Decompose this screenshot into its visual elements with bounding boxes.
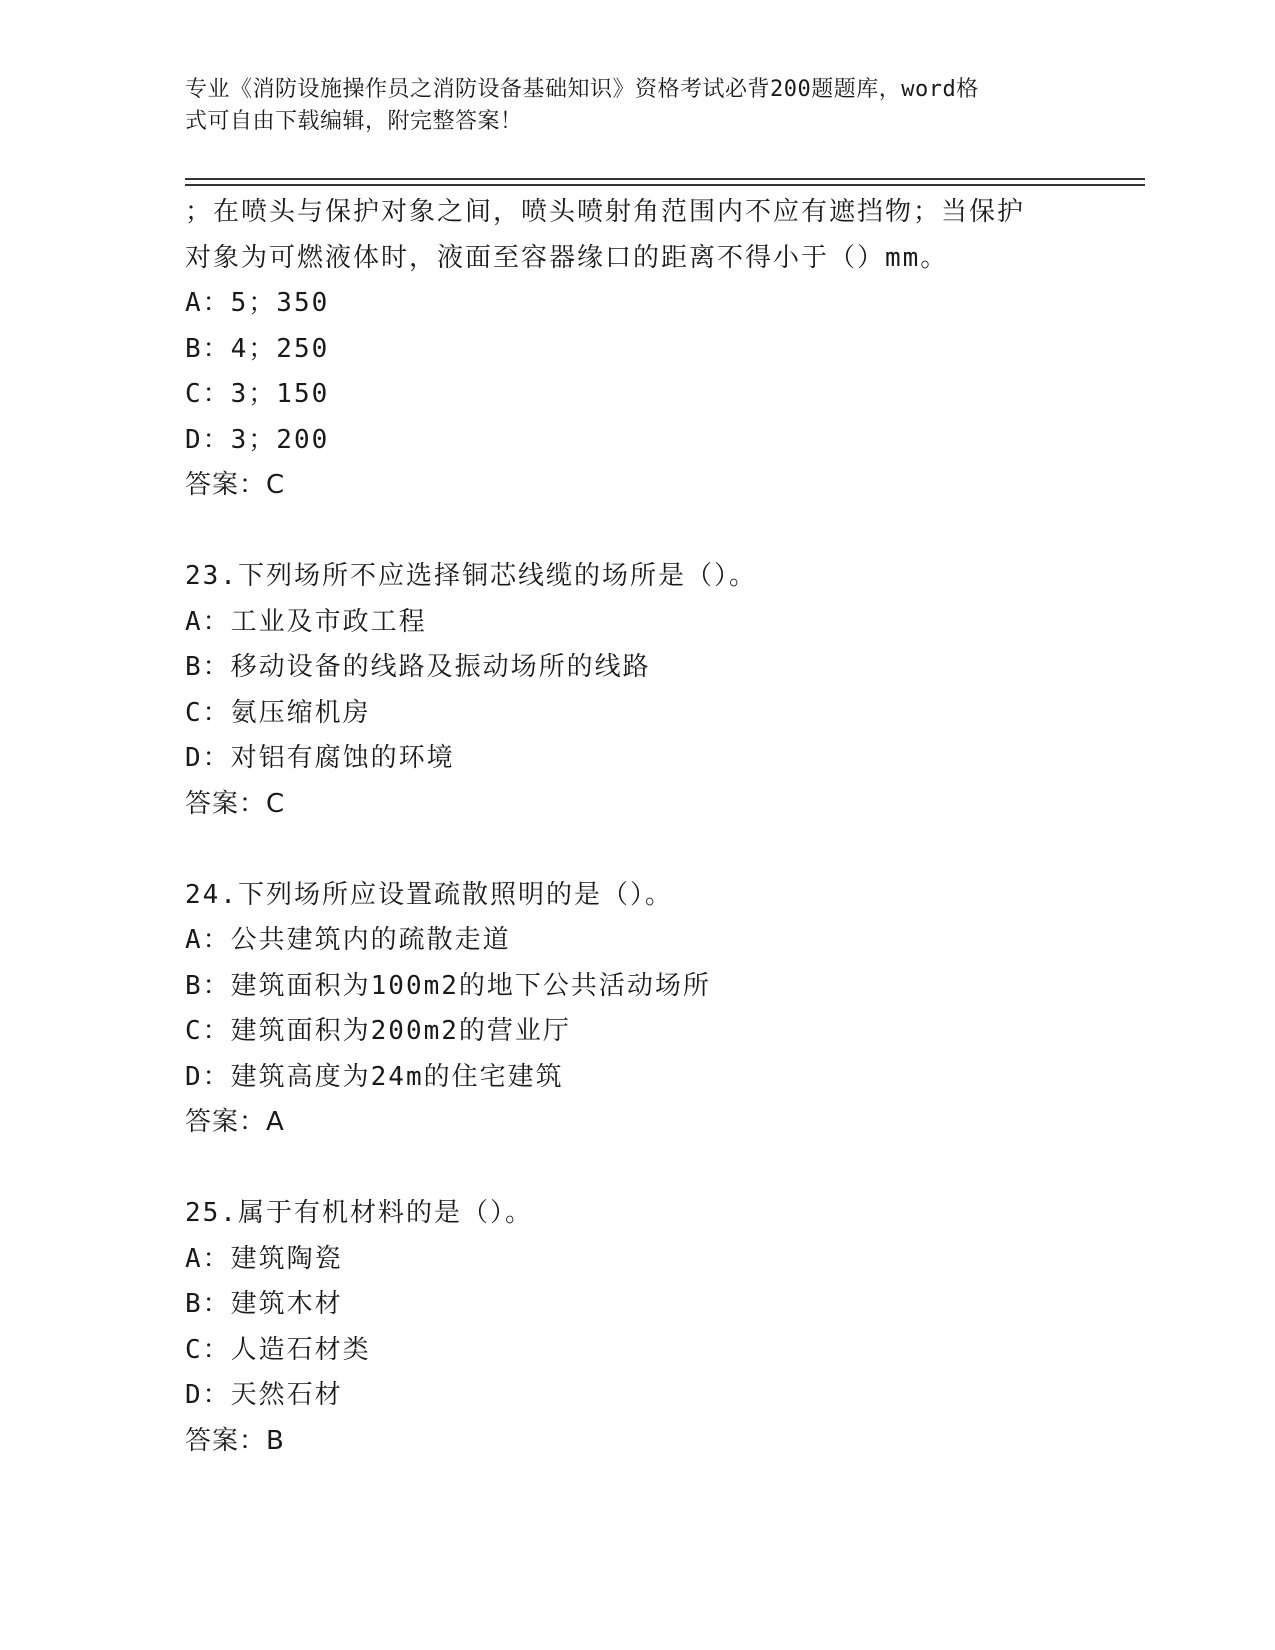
option-c: C：建筑面积为200m2的营业厅 <box>185 1016 571 1046</box>
question-25 <box>185 1191 1085 1464</box>
question-stem: 24.下列场所应设置疏散照明的是（）。 <box>185 879 673 910</box>
option-b: B：4；250 <box>185 333 330 364</box>
question-list <box>185 190 1085 1464</box>
option-a: A：建筑陶瓷 <box>185 1243 343 1274</box>
option-d: D：天然石材 <box>185 1380 343 1410</box>
option-b: B：建筑面积为100m2的地下公共活动场所 <box>185 970 711 1001</box>
question-gap <box>185 509 1085 555</box>
answer-line: 答案：C <box>185 470 286 500</box>
question-stem-line: ；在喷头与保护对象之间，喷头喷射角范围内不应有遮挡物；当保护 <box>185 197 1026 227</box>
answer-line: 答案：C <box>185 788 286 819</box>
question-gap <box>185 1146 1085 1192</box>
question-24 <box>185 873 1085 1146</box>
header-line-1: 专业《消防设施操作员之消防设备基础知识》资格考试必背200题题库，word格 <box>185 77 979 102</box>
question-stem: 23.下列场所不应选择铜芯线缆的场所是（）。 <box>185 561 757 591</box>
option-a: A：5；350 <box>185 288 330 318</box>
question-23 <box>185 554 1085 827</box>
answer-line: 答案：A <box>185 1107 285 1137</box>
header-divider-top <box>185 178 1145 180</box>
header-divider-bottom <box>185 184 1145 186</box>
option-c: C：3；150 <box>185 379 330 409</box>
option-a: A：公共建筑内的疏散走道 <box>185 925 511 955</box>
question-fragment <box>185 190 1085 509</box>
question-stem-line: 对象为可燃液体时，液面至容器缘口的距离不得小于（）mm。 <box>185 242 949 273</box>
option-c: C：人造石材类 <box>185 1334 371 1365</box>
option-a: A：工业及市政工程 <box>185 606 427 637</box>
question-gap <box>185 827 1085 873</box>
option-b: B：移动设备的线路及振动场所的线路 <box>185 652 651 682</box>
answer-line: 答案：B <box>185 1425 285 1456</box>
header-line-2: 式可自由下载编辑，附完整答案！ <box>185 109 523 134</box>
option-d: D：3；200 <box>185 424 330 455</box>
option-c: C：氨压缩机房 <box>185 697 371 728</box>
option-b: B：建筑木材 <box>185 1289 343 1319</box>
option-d: D：对铝有腐蚀的环境 <box>185 743 455 773</box>
question-stem: 25.属于有机材料的是（）。 <box>185 1198 533 1228</box>
option-d: D：建筑高度为24m的住宅建筑 <box>185 1061 564 1092</box>
document-header <box>185 74 1065 138</box>
